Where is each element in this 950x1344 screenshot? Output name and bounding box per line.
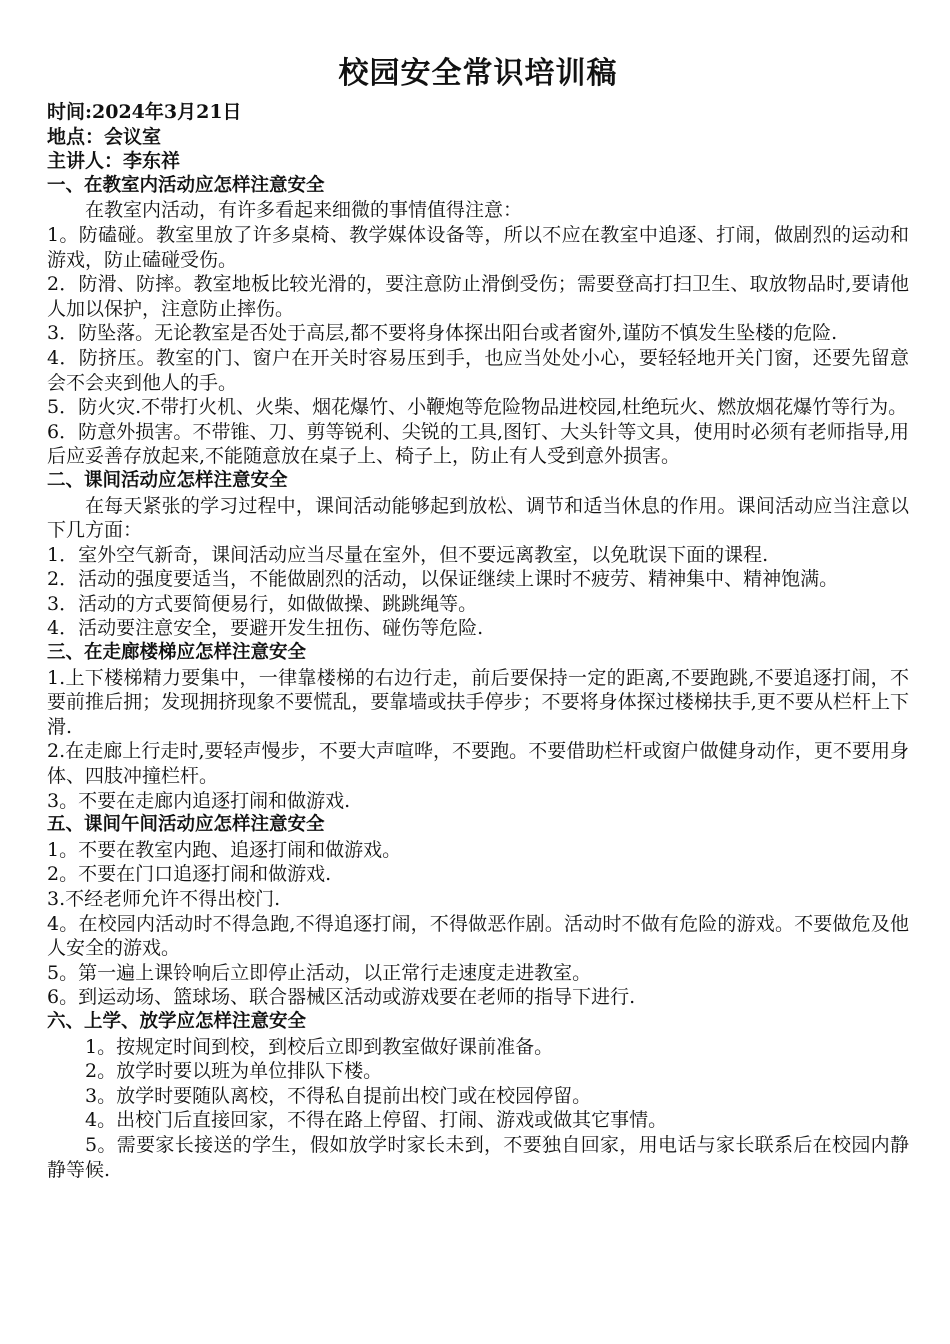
list-item: 4．活动要注意安全，要避开发生扭伤、碰伤等危险. <box>47 617 484 640</box>
list-item: 4。在校园内活动时不得急跑,不得追逐打闹，不得做恶作剧。活动时不做有危险的游戏。不要做危及他人安全的游戏。 <box>47 912 909 960</box>
list-item: 2．活动的强度要适当，不能做剧烈的活动，以保证继续上课时不疲劳、精神集中、精神饱满。 <box>47 568 839 591</box>
list-item: 5．防火灾.不带打火机、火柴、烟花爆竹、小鞭炮等危险物品进校园,杜绝玩火、燃放烟花爆竹等行为。 <box>47 396 908 419</box>
list-item: 4。出校门后直接回家，不得在路上停留、打闹、游戏或做其它事情。 <box>85 1109 668 1132</box>
list-item: 2．防滑、防摔。教室地板比较光滑的，要注意防止滑倒受伤；需要登高打扫卫生、取放物品时,要请他人加以保护，注意防止摔伤。 <box>47 273 909 320</box>
list-item: 6。到运动场、篮球场、联合器械区活动或游戏要在老师的指导下进行. <box>47 986 636 1009</box>
list-item: 3．防坠落。无论教室是否处于高层,都不要将身体探出阳台或者窗外,谨防不慎发生坠楼的危险. <box>47 322 838 345</box>
list-item: 1.上下楼梯精力要集中，一律靠楼梯的右边行走，前后要保持一定的距离,不要跑跳,不要追逐打闹，不要前推后拥；发现拥挤现象不要慌乱，要靠墙或扶手停步；不要将身体探过楼梯扶手,更不要从栏杆上下滑. <box>47 666 909 738</box>
list-item: 2。放学时要以班为单位排队下楼。 <box>85 1060 383 1083</box>
section-heading: 一、在教室内活动应怎样注意安全 <box>47 174 325 196</box>
list-item: 5。第一遍上课铃响后立即停止活动，以正常行走速度走进教室。 <box>47 961 592 984</box>
list-item: 2。不要在门口追逐打闹和做游戏. <box>47 863 332 886</box>
section-intro: 在教室内活动，有许多看起来细微的事情值得注意： <box>85 199 523 222</box>
meeting-place: 地点：会议室 <box>47 125 162 148</box>
list-item: 4．防挤压。教室的门、窗户在开关时容易压到手，也应当处处小心，要轻轻地开关门窗，还要先留意会不会夹到他人的手。 <box>47 346 909 394</box>
list-item: 1．室外空气新奇，课间活动应当尽量在室外，但不要远离教室，以免耽误下面的课程. <box>47 543 769 566</box>
list-item: 2.在走廊上行走时,要轻声慢步，不要大声喧哗，不要跑。不要借助栏杆或窗户做健身动作，更不要用身体、四肢冲撞栏杆。 <box>47 740 909 788</box>
document-title: 校园安全常识培训稿 <box>338 56 618 91</box>
meeting-time: 时间:2024年3月21日 <box>47 101 242 123</box>
list-item: 3。放学时要随队离校，不得私自提前出校门或在校园停留。 <box>85 1084 592 1107</box>
speaker: 主讲人：李东祥 <box>47 150 181 173</box>
list-item: 5。需要家长接送的学生，假如放学时家长未到，不要独自回家，用电话与家长联系后在校园内静静等候. <box>47 1133 909 1181</box>
list-item: 1。防磕碰。教室里放了许多桌椅、教学媒体设备等，所以不应在教室中追逐、打闹，做剧烈的运动和游戏，防止磕碰受伤。 <box>47 223 909 271</box>
section-heading: 二、课间活动应怎样注意安全 <box>47 469 288 491</box>
section-heading: 五、课间午间活动应怎样注意安全 <box>47 814 325 836</box>
document-page <box>47 52 909 1182</box>
list-item: 3.不经老师允许不得出校门. <box>47 888 281 910</box>
section-heading: 六、上学、放学应怎样注意安全 <box>47 1010 307 1032</box>
section-intro: 在每天紧张的学习过程中，课间活动能够起到放松、调节和适当休息的作用。课间活动应当注意以下几方面： <box>47 494 909 542</box>
list-item: 3．活动的方式要简便易行，如做做操、跳跳绳等。 <box>47 592 478 615</box>
list-item: 6．防意外损害。不带锥、刀、剪等锐利、尖锐的工具,图钉、大头针等文具，使用时必须有老师指导,用后应妥善存放起来,不能随意放在桌子上、椅子上，防止有人受到意外损害。 <box>47 420 909 468</box>
list-item: 3。不要在走廊内追逐打闹和做游戏. <box>47 789 351 812</box>
section-heading: 三、在走廊楼梯应怎样注意安全 <box>47 642 307 664</box>
list-item: 1。按规定时间到校，到校后立即到教室做好课前准备。 <box>85 1035 554 1058</box>
list-item: 1。不要在教室内跑、追逐打闹和做游戏。 <box>47 838 402 861</box>
